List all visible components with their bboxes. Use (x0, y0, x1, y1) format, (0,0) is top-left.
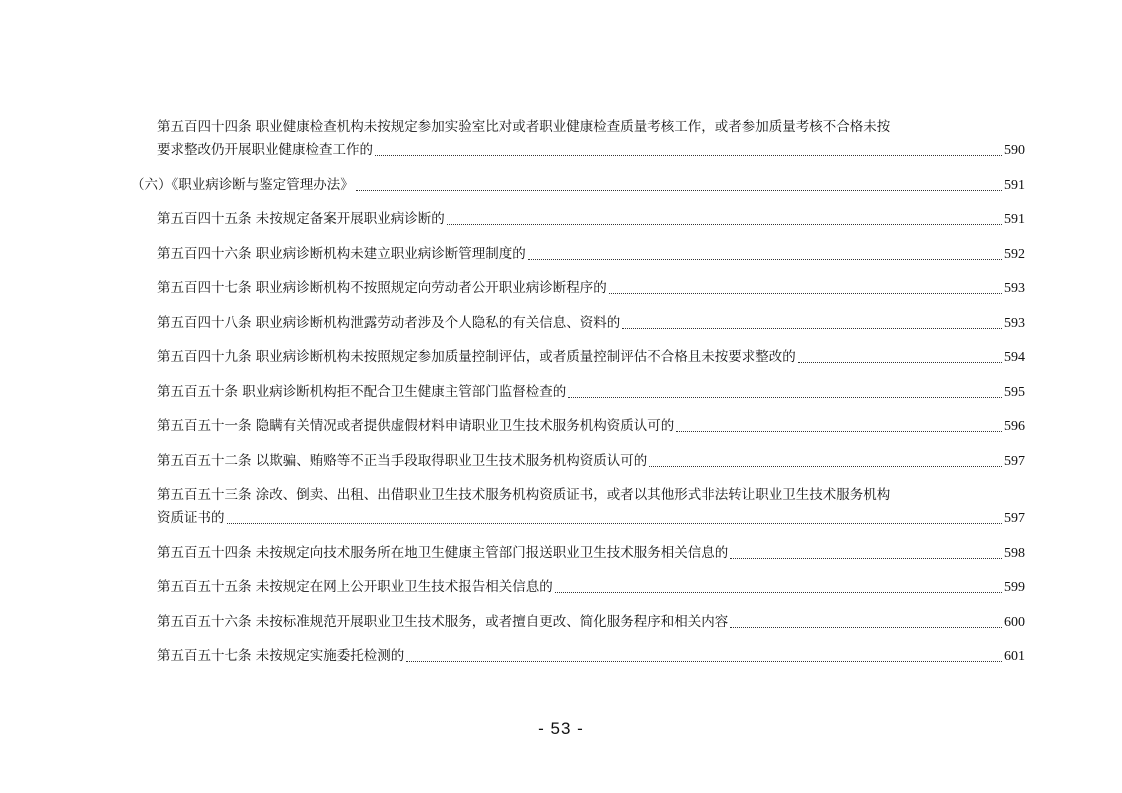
toc-entry-page: 597 (1004, 511, 1025, 526)
dot-leader (798, 361, 1002, 363)
toc-entry-page: 598 (1004, 545, 1025, 561)
toc-entry-title: 第五百四十七条 职业病诊断机构不按照规定向劳动者公开职业病诊断程序的 (157, 280, 607, 296)
toc-entry[interactable] (131, 576, 1025, 599)
toc-entry-page: 591 (1004, 212, 1025, 227)
dot-leader (227, 522, 1003, 524)
dot-leader (649, 465, 1002, 467)
toc-entry-title: （六）《职业病诊断与鉴定管理办法》 (131, 176, 354, 193)
dot-leader (447, 223, 1002, 225)
dot-leader (528, 258, 1002, 260)
toc-entry-page: 595 (1004, 384, 1025, 400)
toc-entry-title: 第五百五十五条 未按规定在网上公开职业卫生技术报告相关信息的 (157, 579, 553, 595)
toc-entry[interactable] (131, 450, 1025, 473)
toc-entry[interactable] (131, 645, 1025, 668)
toc-entry[interactable] (131, 611, 1025, 634)
toc-entry-title-line1: 第五百五十三条 涂改、倒卖、出租、出借职业卫生技术服务机构资质证书，或者以其他形式非法转让职业卫生技术服务机构 (157, 487, 891, 503)
toc-entry[interactable] (131, 484, 1025, 530)
toc-entry-title: 第五百五十六条 未按标准规范开展职业卫生技术服务，或者擅自更改、简化服务程序和相关内容 (157, 613, 729, 630)
toc-entry-title: 第五百四十九条 职业病诊断机构未按照规定参加质量控制评估，或者质量控制评估不合格且未按要求整改的 (157, 349, 796, 365)
toc-entry-title: 资质证书的 (157, 510, 225, 526)
dot-leader (375, 154, 1002, 156)
toc-entry-title: 要求整改仍开展职业健康检查工作的 (157, 142, 373, 158)
toc-entry-title: 第五百五十条 职业病诊断机构拒不配合卫生健康主管部门监督检查的 (157, 383, 567, 400)
dot-leader (730, 557, 1002, 559)
page-number: - 53 - (538, 719, 584, 738)
dot-leader (356, 189, 1002, 191)
toc-entry[interactable] (131, 208, 1025, 231)
toc-entry-page: 600 (1004, 614, 1025, 630)
toc-entry-page: 590 (1004, 143, 1025, 158)
dot-leader (676, 430, 1002, 432)
toc-entry-page: 593 (1004, 315, 1025, 331)
toc-entry-page: 599 (1004, 580, 1025, 595)
toc-entry-page: 597 (1004, 453, 1025, 469)
toc-entry-title-line1: 第五百四十四条 职业健康检查机构未按规定参加实验室比对或者职业健康检查质量考核工作，或者参加质量考核不合格未按 (157, 119, 891, 135)
toc-entry-title: 第五百五十二条 以欺骗、贿赂等不正当手段取得职业卫生技术服务机构资质认可的 (157, 452, 648, 469)
toc-entry-title: 第五百五十七条 未按规定实施委托检测的 (157, 648, 405, 664)
dot-leader (730, 626, 1002, 628)
toc-entry-title: 第五百四十六条 职业病诊断机构未建立职业病诊断管理制度的 (157, 245, 526, 262)
toc-entry[interactable] (131, 312, 1025, 335)
toc-section-heading[interactable] (131, 174, 1025, 197)
toc-entry-page: 594 (1004, 350, 1025, 365)
dot-leader (622, 327, 1002, 329)
dot-leader (555, 591, 1002, 593)
toc-entry-title: 第五百五十一条 隐瞒有关情况或者提供虚假材料申请职业卫生技术服务机构资质认可的 (157, 418, 675, 434)
toc-entry[interactable] (131, 116, 1025, 162)
toc-entry-title: 第五百四十五条 未按规定备案开展职业病诊断的 (157, 211, 445, 227)
toc-entry-title: 第五百四十八条 职业病诊断机构泄露劳动者涉及个人隐私的有关信息、资料的 (157, 314, 621, 331)
toc-entry[interactable] (131, 381, 1025, 404)
toc-entry-page: 596 (1004, 419, 1025, 434)
toc-entry[interactable] (131, 243, 1025, 266)
toc-entry[interactable] (131, 415, 1025, 438)
toc-entry[interactable] (131, 542, 1025, 565)
toc-entry-page: 592 (1004, 246, 1025, 262)
dot-leader (609, 292, 1002, 294)
toc-entry-page: 591 (1004, 177, 1025, 193)
toc-entry[interactable] (131, 277, 1025, 300)
toc-entry-page: 593 (1004, 281, 1025, 296)
dot-leader (406, 660, 1002, 662)
toc-entry-title: 第五百五十四条 未按规定向技术服务所在地卫生健康主管部门报送职业卫生技术服务相关信息的 (157, 544, 729, 561)
toc-entry-page: 601 (1004, 649, 1025, 664)
dot-leader (568, 396, 1002, 398)
table-of-contents (131, 116, 1025, 680)
toc-entry[interactable] (131, 346, 1025, 369)
